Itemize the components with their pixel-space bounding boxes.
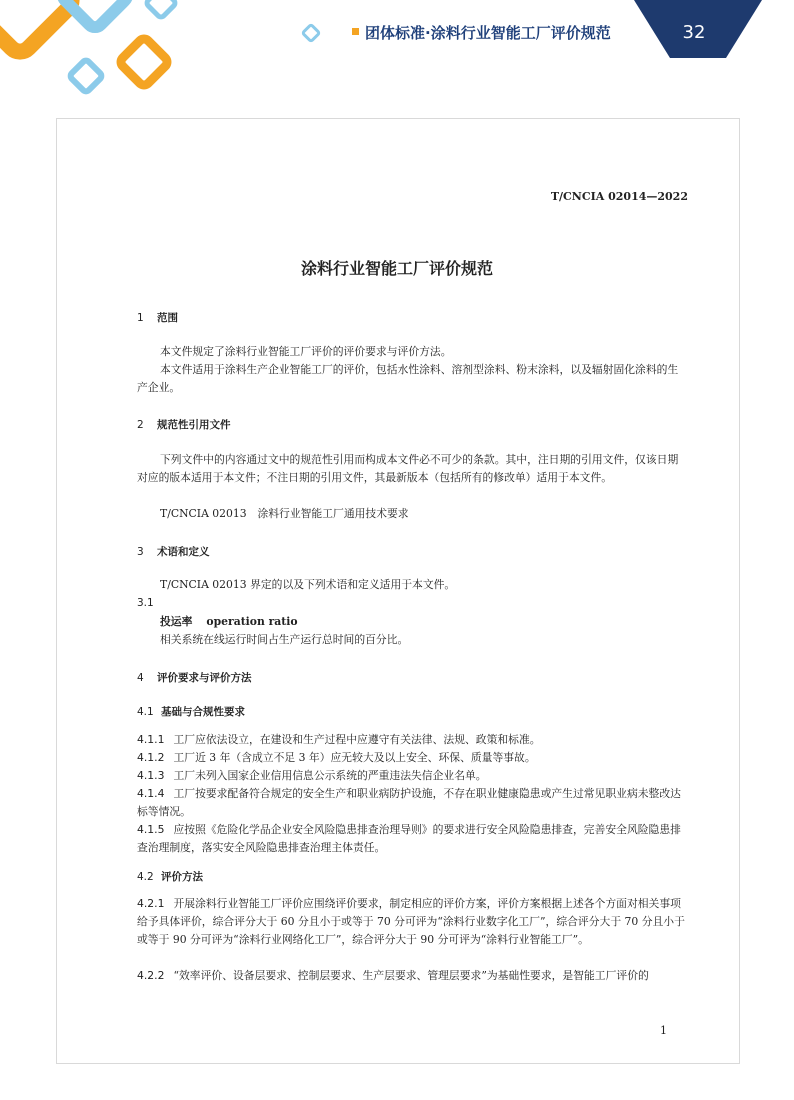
- section-heading-4-1: [137, 704, 245, 719]
- clause-number: 4.1.3: [137, 769, 165, 782]
- paragraph: T/CNCIA 02013 界定的以及下列术语和定义适用于本文件。: [160, 578, 456, 591]
- document-title: 涂料行业智能工厂评价规范: [300, 259, 493, 278]
- section-title: 评价要求与评价方法: [157, 672, 252, 684]
- clause-item: [137, 785, 689, 821]
- section-title: 术语和定义: [157, 546, 210, 558]
- clause-item: [137, 731, 689, 749]
- banner-title-text: 团体标准·涂料行业智能工厂评价规范: [365, 24, 611, 42]
- term-number: 3.1: [137, 597, 154, 609]
- section-number: 1: [137, 312, 144, 324]
- clause-text: 开展涂料行业智能工厂评价应围绕评价要求，制定相应的评价方案，评价方案根据上述各个方面对相关事项给予具体评价，综合评分大于 60 分且小于或等于 70 分可评为“涂料行业数字化工厂”，综合评分大于 70 分且小于或等于 90 分可评为“涂料行业网络化工厂”，综合评分大于 90 分可评为“涂料行业智能工厂”。: [137, 897, 685, 946]
- clause-text: “效率评价、设备层要求、控制层要求、生产层要求、管理层要求”为基础性要求，是智能工厂评价的: [173, 969, 649, 982]
- clause-text: 工厂按要求配备符合规定的安全生产和职业病防护设施，不存在职业健康隐患或产生过常见职业病未整改达标等情况。: [137, 787, 681, 818]
- section-title: 基础与合规性要求: [161, 706, 245, 718]
- section-heading-2: [137, 417, 231, 432]
- clause-text: 工厂未列入国家企业信用信息公示系统的严重违法失信企业名单。: [173, 769, 487, 782]
- paragraph: 本文件适用于涂料生产企业智能工厂的评价，包括水性涂料、溶剂型涂料、粉末涂料，以及辐射固化涂料的生产企业。: [137, 363, 679, 394]
- clause-text: 工厂应依法设立，在建设和生产过程中应遵守有关法律、法规、政策和标准。: [173, 733, 541, 746]
- clause-item: [137, 895, 689, 949]
- page-number: 32: [682, 22, 706, 43]
- clause-text: 应按照《危险化学品企业安全风险隐患排查治理导则》的要求进行安全风险隐患排查，完善安全风险隐患排查治理制度，落实安全风险隐患排查治理主体责任。: [137, 823, 681, 854]
- section-title: 评价方法: [161, 871, 203, 883]
- section-heading-3: [137, 544, 210, 559]
- section-heading-4-2: [137, 869, 203, 884]
- standard-number: T/CNCIA 02014—2022: [550, 190, 688, 203]
- clause-number: 4.1.2: [137, 751, 165, 764]
- clause-item: [137, 767, 689, 785]
- section-number: 4.1: [137, 706, 154, 718]
- term-entry: [160, 614, 298, 629]
- section-number: 4.2: [137, 871, 154, 883]
- section-title: 规范性引用文件: [157, 419, 231, 431]
- clause-number: 4.2.1: [137, 897, 165, 910]
- corner-decoration: [0, 0, 200, 110]
- clause-item: [137, 749, 689, 767]
- term-chinese: 投运率: [160, 615, 193, 628]
- clause-number: 4.1.1: [137, 733, 165, 746]
- page-footer-number: 1: [660, 1024, 667, 1037]
- section-number: 4: [137, 672, 144, 684]
- diamond-icon: [300, 22, 322, 44]
- reference-item: T/CNCIA 02013 涂料行业智能工厂通用技术要求: [160, 507, 409, 520]
- section-title: 范围: [157, 312, 178, 324]
- clause-number: 4.1.4: [137, 787, 165, 800]
- section-heading-4: [137, 670, 252, 685]
- term-english: operation ratio: [206, 615, 298, 628]
- section-number: 2: [137, 419, 144, 431]
- term-definition: 相关系统在线运行时间占生产运行总时间的百分比。: [160, 633, 409, 646]
- clause-text: 工厂近 3 年（含成立不足 3 年）应无较大及以上安全、环保、质量等事故。: [173, 751, 536, 764]
- banner-title: [352, 22, 611, 43]
- clause-number: 4.1.5: [137, 823, 165, 836]
- section-heading-1: [137, 310, 178, 325]
- section-number: 3: [137, 546, 144, 558]
- clause-number: 4.2.2: [137, 969, 165, 982]
- paragraph: 下列文件中的内容通过文中的规范性引用而构成本文件必不可少的条款。其中，注日期的引用文件，仅该日期对应的版本适用于本文件；不注日期的引用文件，其最新版本（包括所有的修改单）适用于本文件。: [137, 453, 679, 484]
- clause-item: [137, 967, 689, 985]
- clause-item: [137, 821, 689, 857]
- paragraph: 本文件规定了涂料行业智能工厂评价的评价要求与评价方法。: [160, 345, 452, 358]
- square-bullet-icon: [352, 28, 359, 35]
